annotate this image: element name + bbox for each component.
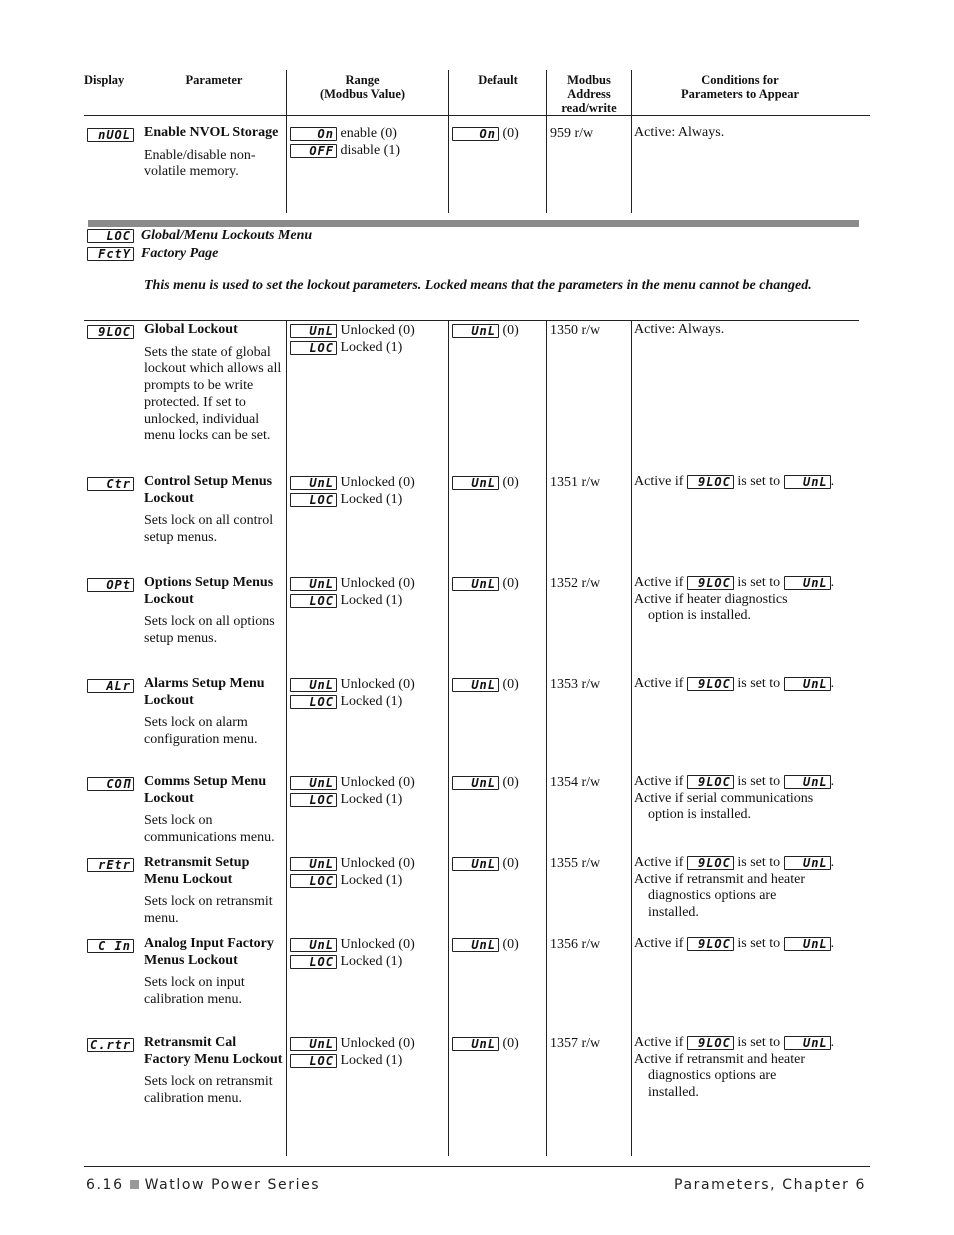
row-conditions (634, 575, 854, 625)
footer-right: Parameters, Chapter 6 (674, 1177, 866, 1193)
modbus-line2: Address (567, 87, 611, 101)
condition-text: is set to (737, 474, 781, 489)
lcd-display: 9LOC (87, 325, 134, 339)
lcd-display: 9LOC (687, 937, 734, 951)
lcd-display: UnL (290, 776, 337, 790)
row-default (452, 855, 519, 872)
col-rule (448, 70, 449, 213)
col-header-display: Display (84, 73, 125, 87)
lcd-display: UnL (452, 1037, 499, 1051)
col-header-parameter: Parameter (185, 73, 243, 87)
condition-line (634, 575, 854, 592)
row-range (290, 936, 415, 970)
option-text: Unlocked (0) (340, 677, 415, 692)
menu-heading (87, 227, 312, 263)
row-modbus: 1353 r/w (550, 677, 601, 692)
row-modbus: 1355 r/w (550, 856, 601, 871)
parameter-desc: Sets lock on retransmit calibration menu. (144, 1074, 273, 1106)
lcd-display: UnL (290, 1037, 337, 1051)
parameter-desc: Sets lock on retransmit menu. (144, 894, 273, 926)
lcd-display: LOC (290, 955, 337, 969)
row-conditions (634, 936, 854, 953)
default-text: (0) (502, 475, 519, 490)
condition-extra: Active if heater diagnostics (634, 591, 788, 607)
lcd-display: UnL (290, 857, 337, 871)
condition-period: . (830, 774, 835, 789)
lcd-display: UnL (784, 1036, 831, 1050)
row-default (452, 474, 519, 491)
row-parameter (144, 855, 284, 928)
col-rule (286, 321, 287, 1156)
row-default (452, 774, 519, 791)
condition-line (634, 1035, 854, 1052)
lcd-display: LOC (290, 793, 337, 807)
condition-period: . (830, 676, 835, 691)
condition-period: . (830, 575, 835, 590)
parameter-name: Alarms Setup Menu Lockout (144, 676, 265, 708)
lcd-display: UnL (452, 577, 499, 591)
lcd-display: LOC (87, 229, 134, 243)
lcd-display: UnL (290, 577, 337, 591)
row-display (87, 475, 134, 492)
nvol-modbus: 959 r/w (550, 126, 594, 141)
nvol-display (87, 126, 134, 143)
lcd-display: UnL (452, 776, 499, 790)
lcd-display: UnL (452, 857, 499, 871)
range-option (290, 339, 415, 356)
row-display (87, 1036, 134, 1053)
row-range (290, 676, 415, 710)
option-text: Unlocked (0) (340, 323, 415, 338)
option-text: Locked (1) (340, 492, 403, 507)
option-text: Unlocked (0) (340, 475, 415, 490)
row-parameter (144, 774, 284, 847)
default-text: (0) (502, 126, 519, 141)
lcd-display: UnL (452, 476, 499, 490)
row-parameter (144, 322, 284, 445)
range-option (290, 774, 415, 791)
row-default (452, 1035, 519, 1052)
lcd-display: On (452, 127, 499, 141)
lcd-display: LOC (290, 493, 337, 507)
option-text: Unlocked (0) (340, 937, 415, 952)
menu-title-row (87, 227, 312, 245)
row-parameter (144, 936, 284, 1009)
page-number: 6.16 (86, 1177, 124, 1193)
parameter-name: Enable NVOL Storage (144, 125, 279, 140)
lcd-display: 9LOC (687, 1036, 734, 1050)
modbus-line1: Modbus (567, 73, 611, 87)
row-display (87, 576, 134, 593)
condition-text: is set to (737, 774, 781, 789)
lcd-display: C.rtr (87, 1038, 134, 1052)
product-name: Watlow Power Series (144, 1177, 321, 1193)
range-option (290, 791, 415, 808)
lcd-display: LOC (290, 594, 337, 608)
parameter-desc: Sets lock on all control setup menus. (144, 513, 274, 545)
parameter-name: Analog Input Factory Menus Lockout (144, 936, 274, 968)
parameter-name: Comms Setup Menu Lockout (144, 774, 267, 806)
lcd-display: OFF (290, 144, 337, 158)
lcd-display: UnL (784, 677, 831, 691)
range-option (290, 1052, 415, 1069)
row-parameter (144, 1035, 284, 1108)
lcd-display: C In (87, 939, 134, 953)
nvol-conditions: Active: Always. (634, 125, 725, 140)
parameter-desc: Sets lock on communications menu. (144, 813, 275, 845)
lcd-display: UnL (452, 324, 499, 338)
footer-left (86, 1177, 320, 1193)
lcd-display: UnL (452, 938, 499, 952)
lcd-display: 9LOC (687, 475, 734, 489)
default-text: (0) (502, 775, 519, 790)
modbus-line3: read/write (561, 101, 617, 115)
lcd-display: OPt (87, 578, 134, 592)
lcd-display: On (290, 127, 337, 141)
row-modbus: 1352 r/w (550, 576, 601, 591)
nvol-range (290, 125, 400, 159)
condition-text: Active if (634, 474, 684, 489)
row-conditions (634, 855, 854, 922)
lcd-display: UnL (290, 476, 337, 490)
row-range (290, 322, 415, 356)
lcd-display: UnL (290, 678, 337, 692)
condition-text: Active if (634, 676, 684, 691)
parameter-desc: Sets lock on input calibration menu. (144, 975, 245, 1007)
lcd-display: 9LOC (687, 856, 734, 870)
row-parameter (144, 676, 284, 749)
col-header-default: Default (478, 73, 518, 87)
default-text: (0) (502, 677, 519, 692)
row-conditions (634, 676, 854, 693)
range-option (290, 592, 415, 609)
row-display (87, 856, 134, 873)
lcd-display: UnL (784, 775, 831, 789)
default-text: (0) (502, 937, 519, 952)
lcd-display: nUOL (87, 128, 134, 142)
condition-text: Active if (634, 774, 684, 789)
range-option (290, 491, 415, 508)
row-display (87, 677, 134, 694)
parameter-name: Control Setup Menus Lockout (144, 474, 273, 506)
condition-text: is set to (737, 575, 781, 590)
row-modbus: 1356 r/w (550, 937, 601, 952)
condition-extra: Active if retransmit and heater (634, 1051, 806, 1067)
range-option (290, 1035, 415, 1052)
lcd-display: LOC (290, 1054, 337, 1068)
range-line1: Range (345, 73, 380, 87)
default-text: (0) (502, 323, 519, 338)
condition-line (634, 774, 854, 791)
row-range (290, 855, 415, 889)
condition-extra: Active if retransmit and heater (634, 871, 806, 887)
condition-text: Active if (634, 855, 684, 870)
condition-line (634, 855, 854, 872)
parameter-name: Global Lockout (144, 322, 238, 337)
menu-page: Factory Page (141, 246, 219, 261)
condition-text: is set to (737, 1035, 781, 1050)
row-conditions (634, 774, 854, 824)
condition-line (634, 474, 854, 491)
cond-line2: Parameters to Appear (680, 87, 800, 101)
lcd-display: Ctr (87, 477, 134, 491)
range-option (290, 575, 415, 592)
lcd-display: 9LOC (687, 576, 734, 590)
option-text: disable (1) (340, 143, 400, 158)
range-option (290, 676, 415, 693)
option-text: Unlocked (0) (340, 576, 415, 591)
condition-extra: diagnostics options are (648, 888, 777, 904)
row-default (452, 936, 519, 953)
row-modbus: 1357 r/w (550, 1036, 601, 1051)
row-parameter (144, 474, 284, 547)
range-option (290, 322, 415, 339)
range-option (290, 953, 415, 970)
row-modbus: 1354 r/w (550, 775, 601, 790)
lcd-display: UnL (784, 576, 831, 590)
nvol-parameter (144, 125, 282, 181)
col-header-range (290, 73, 435, 101)
condition-period: . (830, 936, 835, 951)
range-option (290, 125, 400, 142)
option-text: Locked (1) (340, 593, 403, 608)
row-conditions (634, 474, 854, 491)
row-default (452, 322, 519, 339)
condition-period: . (830, 855, 835, 870)
header-rule (84, 115, 870, 116)
square-bullet-icon (130, 1180, 139, 1189)
parameter-name: Retransmit Cal Factory Menu Lockout (144, 1035, 283, 1067)
nvol-default (452, 125, 519, 142)
lcd-display: 9LOC (687, 677, 734, 691)
col-header-conditions (634, 73, 846, 101)
range-option (290, 142, 400, 159)
col-rule (448, 321, 449, 1156)
lcd-display: UnL (784, 475, 831, 489)
condition-line (634, 676, 854, 693)
option-text: Unlocked (0) (340, 856, 415, 871)
row-range (290, 474, 415, 508)
row-modbus: 1350 r/w (550, 323, 601, 338)
row-display (87, 937, 134, 954)
lcd-display: FctY (87, 247, 134, 261)
option-text: enable (0) (340, 126, 397, 141)
condition-text: Active if (634, 575, 684, 590)
option-text: Unlocked (0) (340, 775, 415, 790)
col-rule (546, 321, 547, 1156)
lcd-display: UnL (290, 938, 337, 952)
lcd-display: UnL (452, 678, 499, 692)
lcd-display: UnL (784, 856, 831, 870)
condition-text: is set to (737, 676, 781, 691)
row-conditions (634, 322, 854, 339)
lcd-display: LOC (290, 874, 337, 888)
row-modbus: 1351 r/w (550, 475, 601, 490)
condition-period: . (830, 474, 835, 489)
default-text: (0) (502, 1036, 519, 1051)
condition-extra: installed. (648, 1085, 699, 1101)
lcd-display: COΠ (87, 777, 134, 791)
row-range (290, 774, 415, 808)
parameter-name: Retransmit Setup Menu Lockout (144, 855, 250, 887)
range-option (290, 855, 415, 872)
default-text: (0) (502, 576, 519, 591)
menu-divider-bar (88, 220, 859, 227)
option-text: Unlocked (0) (340, 1036, 415, 1051)
condition-text: Active if (634, 936, 684, 951)
cond-line1: Conditions for (701, 73, 779, 87)
row-default (452, 676, 519, 693)
option-text: Locked (1) (340, 792, 403, 807)
row-conditions (634, 1035, 854, 1102)
parameter-name: Options Setup Menus Lockout (144, 575, 274, 607)
condition-period: . (830, 1035, 835, 1050)
option-text: Locked (1) (340, 340, 403, 355)
condition-text: Active: Always. (634, 322, 725, 337)
col-rule (286, 70, 287, 213)
col-rule (546, 70, 547, 213)
lcd-display: rEtr (87, 858, 134, 872)
menu-title: Global/Menu Lockouts Menu (141, 228, 313, 243)
row-range (290, 1035, 415, 1069)
range-option (290, 936, 415, 953)
menu-intro: This menu is used to set the lockout parameters. Locked means that the parameters in the menu cannot be changed. (144, 278, 812, 293)
col-header-modbus (549, 73, 629, 115)
default-text: (0) (502, 856, 519, 871)
condition-extra: diagnostics options are (648, 1068, 777, 1084)
row-range (290, 575, 415, 609)
range-option (290, 693, 415, 710)
option-text: Locked (1) (340, 954, 403, 969)
row-default (452, 575, 519, 592)
col-rule (631, 70, 632, 213)
parameter-desc: Enable/disable non-volatile memory. (144, 147, 256, 180)
option-text: Locked (1) (340, 873, 403, 888)
condition-text: Active if (634, 1035, 684, 1050)
lcd-display: UnL (784, 937, 831, 951)
lcd-display: UnL (290, 324, 337, 338)
lcd-display: LOC (290, 341, 337, 355)
section-rule (84, 320, 859, 321)
lcd-display: LOC (290, 695, 337, 709)
lcd-display: ALr (87, 679, 134, 693)
parameter-desc: Sets lock on all options setup menus. (144, 614, 275, 646)
condition-text: is set to (737, 936, 781, 951)
footer-rule (84, 1166, 870, 1167)
range-option (290, 474, 415, 491)
col-rule (631, 321, 632, 1156)
parameter-desc: Sets lock on alarm configuration menu. (144, 715, 258, 747)
option-text: Locked (1) (340, 694, 403, 709)
row-display (87, 323, 134, 340)
condition-extra: Active if serial communications (634, 790, 814, 806)
range-option (290, 872, 415, 889)
condition-extra: option is installed. (648, 608, 752, 624)
range-line2: (Modbus Value) (319, 87, 406, 101)
condition-line (634, 936, 854, 953)
condition-extra: option is installed. (648, 807, 752, 823)
row-parameter (144, 575, 284, 648)
condition-extra: installed. (648, 905, 699, 921)
parameter-desc: Sets the state of global lockout which allows all prompts to be write protected. If set to unlocked, individual menu locks can be set. (144, 344, 282, 444)
row-display (87, 775, 134, 792)
condition-text: is set to (737, 855, 781, 870)
menu-page-row (87, 245, 312, 263)
option-text: Locked (1) (340, 1053, 403, 1068)
lcd-display: 9LOC (687, 775, 734, 789)
